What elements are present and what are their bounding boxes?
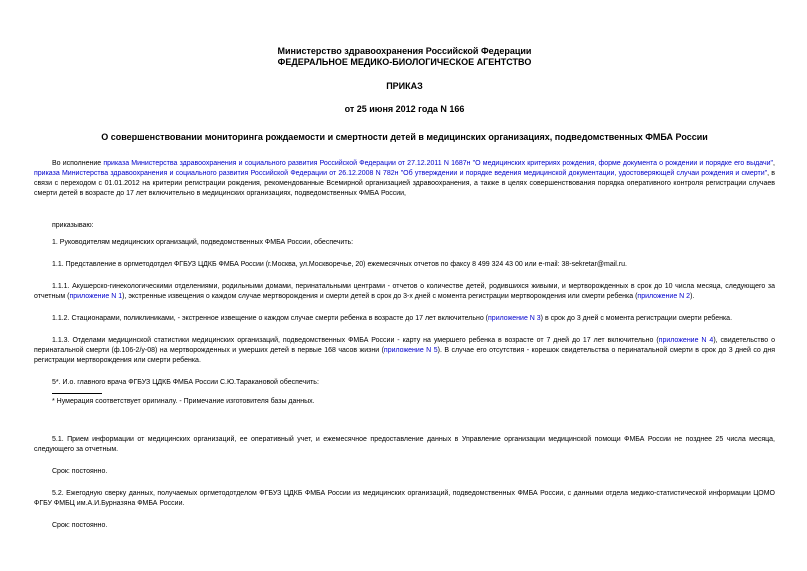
document-title: О совершенствовании мониторинга рождаемости и смертности детей в медицинских организациях, подведомственных ФМБА России <box>101 132 708 142</box>
term-1: Срок: постоянно. <box>52 468 108 475</box>
link-appendix-5[interactable]: приложение N 5 <box>383 347 438 354</box>
link-appendix-3[interactable]: приложение N 3 <box>488 315 541 322</box>
order-keyword: приказываю: <box>52 222 94 229</box>
document-type: ПРИКАЗ <box>386 81 423 91</box>
item-1-1-2-text-2: ) в срок до 3 дней с момента регистрации смерти ребенка. <box>540 315 733 322</box>
link-appendix-1[interactable]: приложение N 1 <box>69 293 123 300</box>
footnote: * Нумерация соответствует оригиналу. - Примечание изготовителя базы данных. <box>52 398 315 405</box>
item-1-1: 1.1. Представление в оргметодотдел ФГБУЗ ЦДКБ ФМБА России (г.Москва, ул.Москворечье, 20) ежемесячных отчетов по факсу 8 499 324 43 00 или e-mail: 38-sekretar@mail.ru. <box>52 261 627 268</box>
link-appendix-2[interactable]: приложение N 2 <box>637 293 691 300</box>
agency-name: ФЕДЕРАЛЬНОЕ МЕДИКО-БИОЛОГИЧЕСКОЕ АГЕНТСТВО <box>277 57 532 67</box>
document-date-number: от 25 июня 2012 года N 166 <box>344 104 465 114</box>
link-appendix-4[interactable]: приложение N 4 <box>658 337 714 344</box>
intro-text-2: , <box>773 160 775 167</box>
link-order-1687n[interactable]: приказа Министерства здравоохранения и социального развития Российской Федерации от 27.12.2011 N 1687н "О медицинских критериях рождения, форме документа о рождении и порядке его выдачи" <box>103 160 774 167</box>
item-1-1-2-text-1: 1.1.2. Стационарами, поликлиниками, - экстренное извещение о каждом случае смерти ребенка в возрасте до 17 лет включительно ( <box>52 315 489 322</box>
intro-text-3: , в связи с переходом с 01.01.2012 на критерии регистрации рождения, рекомендованные Всемирной организацией здравоохранения, а также в целях совершенствования порядка оперативного контроля регистрации случаев смерти детей в возрасте до 17 лет включительно в медицинских организациях, подведомственных ФМБА России, <box>34 170 776 197</box>
item-1: 1. Руководителям медицинских организаций, подведомственных ФМБА России, обеспечить: <box>52 239 354 246</box>
item-1-1-1 <box>34 282 775 302</box>
item-1-1-3-text-2: ), свидетельство о перинатальной смерти (ф.106-2/у-08) на мертворожденных и умерших детей в первые 168 часов жизни ( <box>34 337 775 354</box>
intro-paragraph <box>34 159 775 199</box>
item-1-1-3 <box>34 336 775 366</box>
item-5-1: 5.1. Прием информации от медицинских организаций, ее оперативный учет, и ежемесячное предоставление данных в Управление организации медицинской помощи ФМБА России не позднее 25 числа месяца, следующего за отчетным. <box>34 436 775 453</box>
ministry-name: Министерство здравоохранения Российской Федерации <box>277 46 532 56</box>
footnote-divider <box>52 393 102 394</box>
intro-text-1: Во исполнение <box>52 160 104 167</box>
item-1-1-1-text-1: 1.1.1. Акушерско-гинекологическими отделениями, родильными домами, перинатальными центрами - отчетов о количестве детей, родившихся живыми, и мертворожденных в срок до 10 числа месяца, следующего за отчетным ( <box>34 283 775 300</box>
item-5: 5*. И.о. главного врача ФГБУЗ ЦДКБ ФМБА России С.Ю.Таракановой обеспечить: <box>52 379 319 386</box>
item-1-1-3-text-3: ). В случае его отсутствия - корешок свидетельства о перинатальной смерти в срок до 3 дней со дня регистрации мертворождения или смерти ребенка. <box>34 347 775 364</box>
item-1-1-1-text-2: ), экстренные извещения о каждом случае мертворождения и смерти детей в срок до 3-х дней с момента регистрации мертворождения или смерти ребенка ( <box>122 293 638 300</box>
item-5-2: 5.2. Ежегодную сверку данных, получаемых оргметодотделом ФГБУЗ ЦДКБ ФМБА России из медицинских организаций, подведомственных ФМБА России, с данными отдела медико-статистической информации ЦОМО ФГБУ ФМБЦ им.А.И.Бурназяна ФМБА России. <box>34 490 775 507</box>
item-1-1-2 <box>34 314 775 324</box>
item-1-1-1-text-3: ). <box>690 293 695 300</box>
link-order-782n[interactable]: приказа Министерства здравоохранения и социального развития Российской Федерации от 26.12.2008 N 782н "Об утверждении и порядке ведения медицинской документации, удостоверяющей случаи рождения и смерти" <box>34 170 768 177</box>
item-1-1-3-text-1: 1.1.3. Отделами медицинской статистики медицинских организаций, подведомственных ФМБА России - карту на умершего ребенка в возрасте от 7 дней до 17 лет включительно ( <box>52 337 659 344</box>
term-2: Срок: постоянно. <box>52 522 108 529</box>
